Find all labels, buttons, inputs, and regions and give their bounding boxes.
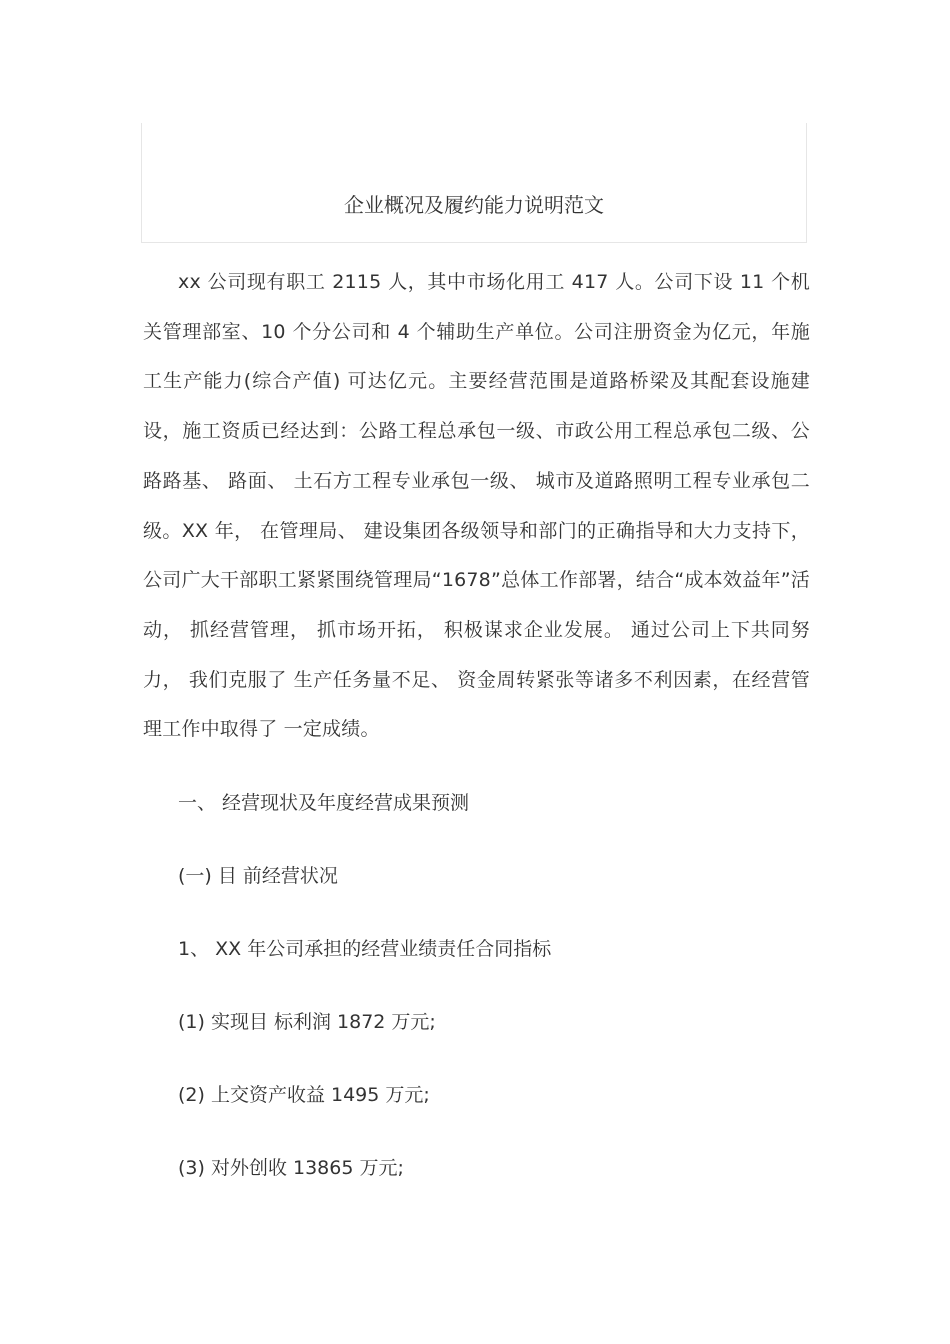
list-item: (1) 实现目 标利润 1872 万元; [178, 1011, 436, 1033]
section-heading: 一、 经营现状及年度经营成果预测 [178, 792, 470, 814]
document-title: 企业概况及履约能力说明范文 [344, 193, 604, 217]
list-item: (3) 对外创收 13865 万元; [178, 1157, 404, 1179]
intro-paragraph: xx 公司现有职工 2115 人，其中市场化用工 417 人。公司下设 11 个机关管理部室、10 个分公司和 4 个辅助生产单位。公司注册资金为亿元，年施工生产能力(综合产值) 可达亿元。主要经营范围是道路桥梁及其配套设施建设，施工资质已经达到：公路工程总承包一级、市政公用工程总承包二级、公路路基、 路面、 土石方工程专业承包一级、 城市及道路照明工程专业承包二级。XX 年， 在管理局、 建设集团各级领导和部门的正确指导和大力支持下，公司广大干部职工紧紧围绕管理局“1678”总体工作部署，结合“成本效益年”活动， 抓经营管理， 抓市场开拓， 积极谋求企业发展。 通过公司上下共同努力， 我们克服了 生产任务量不足、 资金周转紧张等诸多不利因素，在经营管理工作中取得了 一定成绩。 [143, 271, 810, 741]
subsection-heading: (一) 目 前经营状况 [178, 865, 338, 887]
contract-indicators-heading: 1、 XX 年公司承担的经营业绩责任合同指标 [178, 938, 552, 960]
title-box [141, 123, 807, 243]
list-item: (2) 上交资产收益 1495 万元; [178, 1084, 430, 1106]
